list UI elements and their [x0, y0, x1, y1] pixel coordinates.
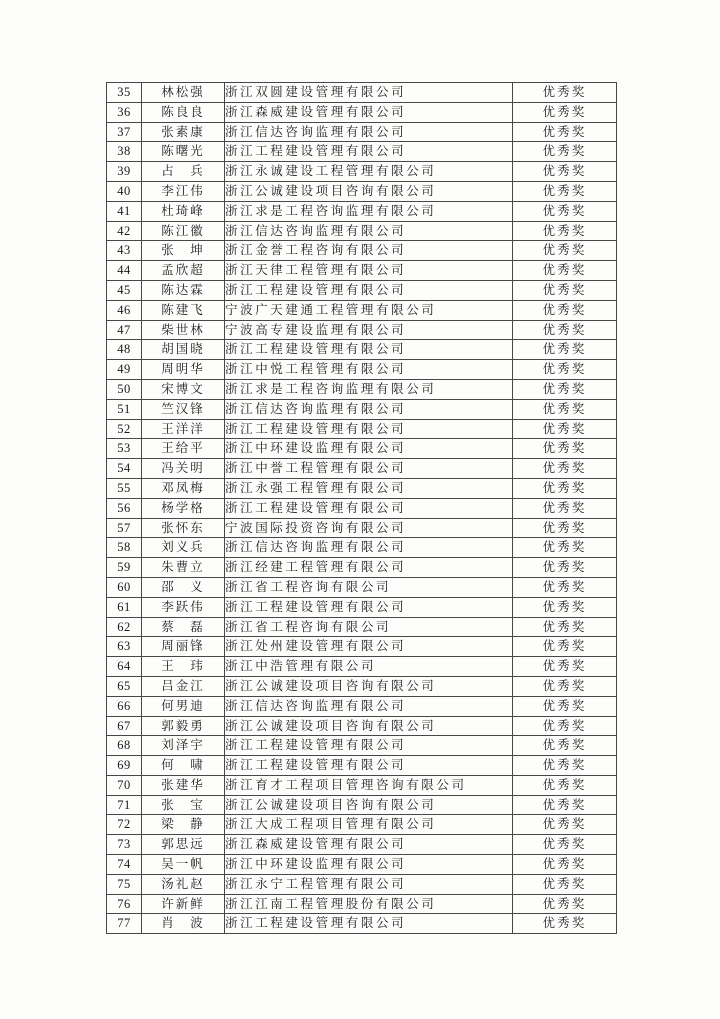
name-cell: 邓凤梅 — [142, 478, 225, 498]
award-cell: 优秀奖 — [513, 657, 617, 677]
award-cell: 优秀奖 — [513, 181, 617, 201]
award-cell: 优秀奖 — [513, 736, 617, 756]
company-cell: 浙江工程建设管理有限公司 — [225, 280, 513, 300]
award-cell: 优秀奖 — [513, 855, 617, 875]
name-cell: 杜琦峰 — [142, 201, 225, 221]
table-row — [107, 399, 617, 419]
award-cell: 优秀奖 — [513, 498, 617, 518]
company-cell: 浙江信达咨询监理有限公司 — [225, 399, 513, 419]
name-cell: 陈曙光 — [142, 142, 225, 162]
name-cell: 汤礼赵 — [142, 874, 225, 894]
row-number-cell: 72 — [107, 815, 142, 835]
award-cell: 优秀奖 — [513, 835, 617, 855]
company-cell: 浙江工程建设管理有限公司 — [225, 498, 513, 518]
name-cell: 李江伟 — [142, 181, 225, 201]
row-number-cell: 42 — [107, 221, 142, 241]
name-cell: 李跃伟 — [142, 597, 225, 617]
row-number-cell: 61 — [107, 597, 142, 617]
company-cell: 浙江工程建设管理有限公司 — [225, 340, 513, 360]
company-cell: 浙江公诚建设项目咨询有限公司 — [225, 676, 513, 696]
company-cell: 浙江公诚建设项目咨询有限公司 — [225, 181, 513, 201]
table-row — [107, 439, 617, 459]
name-cell: 王给平 — [142, 439, 225, 459]
row-number-cell: 63 — [107, 637, 142, 657]
name-cell: 柴世林 — [142, 320, 225, 340]
row-number-cell: 45 — [107, 280, 142, 300]
table-row — [107, 696, 617, 716]
row-number-cell: 66 — [107, 696, 142, 716]
name-cell: 张建华 — [142, 775, 225, 795]
award-table-body — [107, 83, 617, 934]
name-cell: 许新鲜 — [142, 894, 225, 914]
table-row — [107, 340, 617, 360]
table-row — [107, 419, 617, 439]
name-cell: 刘泽宇 — [142, 736, 225, 756]
award-cell: 优秀奖 — [513, 874, 617, 894]
table-row — [107, 518, 617, 538]
name-cell: 肖 波 — [142, 914, 225, 934]
row-number-cell: 41 — [107, 201, 142, 221]
row-number-cell: 73 — [107, 835, 142, 855]
table-row — [107, 360, 617, 380]
name-cell: 张 宝 — [142, 795, 225, 815]
company-cell: 浙江金誉工程咨询有限公司 — [225, 241, 513, 261]
table-row — [107, 577, 617, 597]
company-cell: 浙江工程建设管理有限公司 — [225, 419, 513, 439]
table-row — [107, 102, 617, 122]
name-cell: 周明华 — [142, 360, 225, 380]
company-cell: 浙江江南工程管理股份有限公司 — [225, 894, 513, 914]
company-cell: 浙江森威建设管理有限公司 — [225, 835, 513, 855]
company-cell: 浙江工程建设管理有限公司 — [225, 756, 513, 776]
table-row — [107, 835, 617, 855]
award-cell: 优秀奖 — [513, 795, 617, 815]
award-cell: 优秀奖 — [513, 894, 617, 914]
award-cell: 优秀奖 — [513, 439, 617, 459]
award-cell: 优秀奖 — [513, 162, 617, 182]
table-row — [107, 855, 617, 875]
table-row — [107, 122, 617, 142]
company-cell: 浙江工程建设管理有限公司 — [225, 142, 513, 162]
name-cell: 张 坤 — [142, 241, 225, 261]
row-number-cell: 60 — [107, 577, 142, 597]
name-cell: 林松强 — [142, 83, 225, 103]
company-cell: 浙江双圆建设管理有限公司 — [225, 83, 513, 103]
row-number-cell: 49 — [107, 360, 142, 380]
name-cell: 张素康 — [142, 122, 225, 142]
award-cell: 优秀奖 — [513, 320, 617, 340]
name-cell: 孟欣超 — [142, 261, 225, 281]
company-cell: 宁波广天建通工程管理有限公司 — [225, 300, 513, 320]
row-number-cell: 46 — [107, 300, 142, 320]
company-cell: 浙江中浩管理有限公司 — [225, 657, 513, 677]
row-number-cell: 37 — [107, 122, 142, 142]
name-cell: 吴一帆 — [142, 855, 225, 875]
award-cell: 优秀奖 — [513, 300, 617, 320]
row-number-cell: 53 — [107, 439, 142, 459]
row-number-cell: 59 — [107, 558, 142, 578]
table-row — [107, 637, 617, 657]
row-number-cell: 75 — [107, 874, 142, 894]
award-cell: 优秀奖 — [513, 558, 617, 578]
table-row — [107, 478, 617, 498]
company-cell: 浙江省工程咨询有限公司 — [225, 617, 513, 637]
row-number-cell: 70 — [107, 775, 142, 795]
row-number-cell: 35 — [107, 83, 142, 103]
company-cell: 浙江中环建设监理有限公司 — [225, 439, 513, 459]
award-cell: 优秀奖 — [513, 597, 617, 617]
table-row — [107, 597, 617, 617]
company-cell: 浙江经建工程管理有限公司 — [225, 558, 513, 578]
name-cell: 梁 静 — [142, 815, 225, 835]
name-cell: 周丽锋 — [142, 637, 225, 657]
row-number-cell: 77 — [107, 914, 142, 934]
company-cell: 浙江公诚建设项目咨询有限公司 — [225, 716, 513, 736]
table-row — [107, 676, 617, 696]
award-cell: 优秀奖 — [513, 280, 617, 300]
table-row — [107, 300, 617, 320]
name-cell: 杨学格 — [142, 498, 225, 518]
table-row — [107, 320, 617, 340]
name-cell: 竺汉锋 — [142, 399, 225, 419]
table-row — [107, 756, 617, 776]
row-number-cell: 67 — [107, 716, 142, 736]
company-cell: 浙江永强工程管理有限公司 — [225, 478, 513, 498]
name-cell: 刘义兵 — [142, 538, 225, 558]
company-cell: 浙江工程建设管理有限公司 — [225, 914, 513, 934]
table-row — [107, 795, 617, 815]
award-cell: 优秀奖 — [513, 419, 617, 439]
table-row — [107, 914, 617, 934]
table-row — [107, 459, 617, 479]
company-cell: 浙江求是工程咨询监理有限公司 — [225, 379, 513, 399]
award-cell: 优秀奖 — [513, 637, 617, 657]
name-cell: 占 兵 — [142, 162, 225, 182]
row-number-cell: 74 — [107, 855, 142, 875]
award-cell: 优秀奖 — [513, 676, 617, 696]
award-cell: 优秀奖 — [513, 83, 617, 103]
name-cell: 邵 义 — [142, 577, 225, 597]
award-cell: 优秀奖 — [513, 399, 617, 419]
company-cell: 浙江省工程咨询有限公司 — [225, 577, 513, 597]
row-number-cell: 40 — [107, 181, 142, 201]
row-number-cell: 51 — [107, 399, 142, 419]
company-cell: 浙江求是工程咨询监理有限公司 — [225, 201, 513, 221]
name-cell: 何男迪 — [142, 696, 225, 716]
award-cell: 优秀奖 — [513, 914, 617, 934]
award-cell: 优秀奖 — [513, 756, 617, 776]
company-cell: 浙江永诚建设工程管理有限公司 — [225, 162, 513, 182]
table-row — [107, 558, 617, 578]
award-cell: 优秀奖 — [513, 577, 617, 597]
table-row — [107, 280, 617, 300]
row-number-cell: 65 — [107, 676, 142, 696]
award-cell: 优秀奖 — [513, 261, 617, 281]
award-cell: 优秀奖 — [513, 102, 617, 122]
company-cell: 浙江公诚建设项目咨询有限公司 — [225, 795, 513, 815]
row-number-cell: 48 — [107, 340, 142, 360]
row-number-cell: 39 — [107, 162, 142, 182]
company-cell: 浙江工程建设管理有限公司 — [225, 597, 513, 617]
table-row — [107, 716, 617, 736]
table-row — [107, 775, 617, 795]
row-number-cell: 58 — [107, 538, 142, 558]
award-cell: 优秀奖 — [513, 775, 617, 795]
award-cell: 优秀奖 — [513, 617, 617, 637]
company-cell: 浙江育才工程项目管理咨询有限公司 — [225, 775, 513, 795]
row-number-cell: 52 — [107, 419, 142, 439]
company-cell: 浙江信达咨询监理有限公司 — [225, 696, 513, 716]
table-row — [107, 498, 617, 518]
award-list-table — [106, 82, 617, 934]
award-cell: 优秀奖 — [513, 815, 617, 835]
award-cell: 优秀奖 — [513, 379, 617, 399]
name-cell: 朱曹立 — [142, 558, 225, 578]
row-number-cell: 50 — [107, 379, 142, 399]
name-cell: 胡国晓 — [142, 340, 225, 360]
row-number-cell: 69 — [107, 756, 142, 776]
company-cell: 浙江天律工程管理有限公司 — [225, 261, 513, 281]
name-cell: 郭毅勇 — [142, 716, 225, 736]
company-cell: 浙江信达咨询监理有限公司 — [225, 221, 513, 241]
row-number-cell: 56 — [107, 498, 142, 518]
company-cell: 宁波高专建设监理有限公司 — [225, 320, 513, 340]
name-cell: 陈达霖 — [142, 280, 225, 300]
company-cell: 浙江中悦工程管理有限公司 — [225, 360, 513, 380]
row-number-cell: 36 — [107, 102, 142, 122]
name-cell: 何 啸 — [142, 756, 225, 776]
row-number-cell: 54 — [107, 459, 142, 479]
award-cell: 优秀奖 — [513, 696, 617, 716]
company-cell: 浙江中环建设监理有限公司 — [225, 855, 513, 875]
table-row — [107, 736, 617, 756]
table-row — [107, 181, 617, 201]
name-cell: 陈良良 — [142, 102, 225, 122]
table-row — [107, 657, 617, 677]
table-row — [107, 221, 617, 241]
table-row — [107, 261, 617, 281]
table-row — [107, 379, 617, 399]
award-cell: 优秀奖 — [513, 518, 617, 538]
award-cell: 优秀奖 — [513, 478, 617, 498]
table-row — [107, 815, 617, 835]
company-cell: 浙江信达咨询监理有限公司 — [225, 122, 513, 142]
row-number-cell: 64 — [107, 657, 142, 677]
row-number-cell: 55 — [107, 478, 142, 498]
table-row — [107, 83, 617, 103]
award-cell: 优秀奖 — [513, 201, 617, 221]
award-cell: 优秀奖 — [513, 360, 617, 380]
table-row — [107, 241, 617, 261]
table-row — [107, 162, 617, 182]
name-cell: 郭思远 — [142, 835, 225, 855]
company-cell: 浙江处州建设管理有限公司 — [225, 637, 513, 657]
table-row — [107, 538, 617, 558]
name-cell: 吕金江 — [142, 676, 225, 696]
name-cell: 宋博文 — [142, 379, 225, 399]
name-cell: 蔡 磊 — [142, 617, 225, 637]
company-cell: 宁波国际投资咨询有限公司 — [225, 518, 513, 538]
name-cell: 王洋洋 — [142, 419, 225, 439]
row-number-cell: 38 — [107, 142, 142, 162]
name-cell: 陈建飞 — [142, 300, 225, 320]
award-cell: 优秀奖 — [513, 340, 617, 360]
company-cell: 浙江森威建设管理有限公司 — [225, 102, 513, 122]
row-number-cell: 47 — [107, 320, 142, 340]
row-number-cell: 44 — [107, 261, 142, 281]
award-cell: 优秀奖 — [513, 459, 617, 479]
name-cell: 张怀东 — [142, 518, 225, 538]
table-row — [107, 617, 617, 637]
award-cell: 优秀奖 — [513, 241, 617, 261]
award-cell: 优秀奖 — [513, 716, 617, 736]
name-cell: 冯关明 — [142, 459, 225, 479]
row-number-cell: 76 — [107, 894, 142, 914]
award-cell: 优秀奖 — [513, 142, 617, 162]
table-row — [107, 894, 617, 914]
row-number-cell: 71 — [107, 795, 142, 815]
award-cell: 优秀奖 — [513, 538, 617, 558]
company-cell: 浙江信达咨询监理有限公司 — [225, 538, 513, 558]
table-row — [107, 142, 617, 162]
company-cell: 浙江大成工程项目管理有限公司 — [225, 815, 513, 835]
company-cell: 浙江永宁工程管理有限公司 — [225, 874, 513, 894]
company-cell: 浙江中誉工程管理有限公司 — [225, 459, 513, 479]
award-cell: 优秀奖 — [513, 221, 617, 241]
name-cell: 陈江徽 — [142, 221, 225, 241]
table-row — [107, 874, 617, 894]
row-number-cell: 57 — [107, 518, 142, 538]
award-cell: 优秀奖 — [513, 122, 617, 142]
row-number-cell: 43 — [107, 241, 142, 261]
row-number-cell: 68 — [107, 736, 142, 756]
row-number-cell: 62 — [107, 617, 142, 637]
name-cell: 王 玮 — [142, 657, 225, 677]
company-cell: 浙江工程建设管理有限公司 — [225, 736, 513, 756]
table-row — [107, 201, 617, 221]
